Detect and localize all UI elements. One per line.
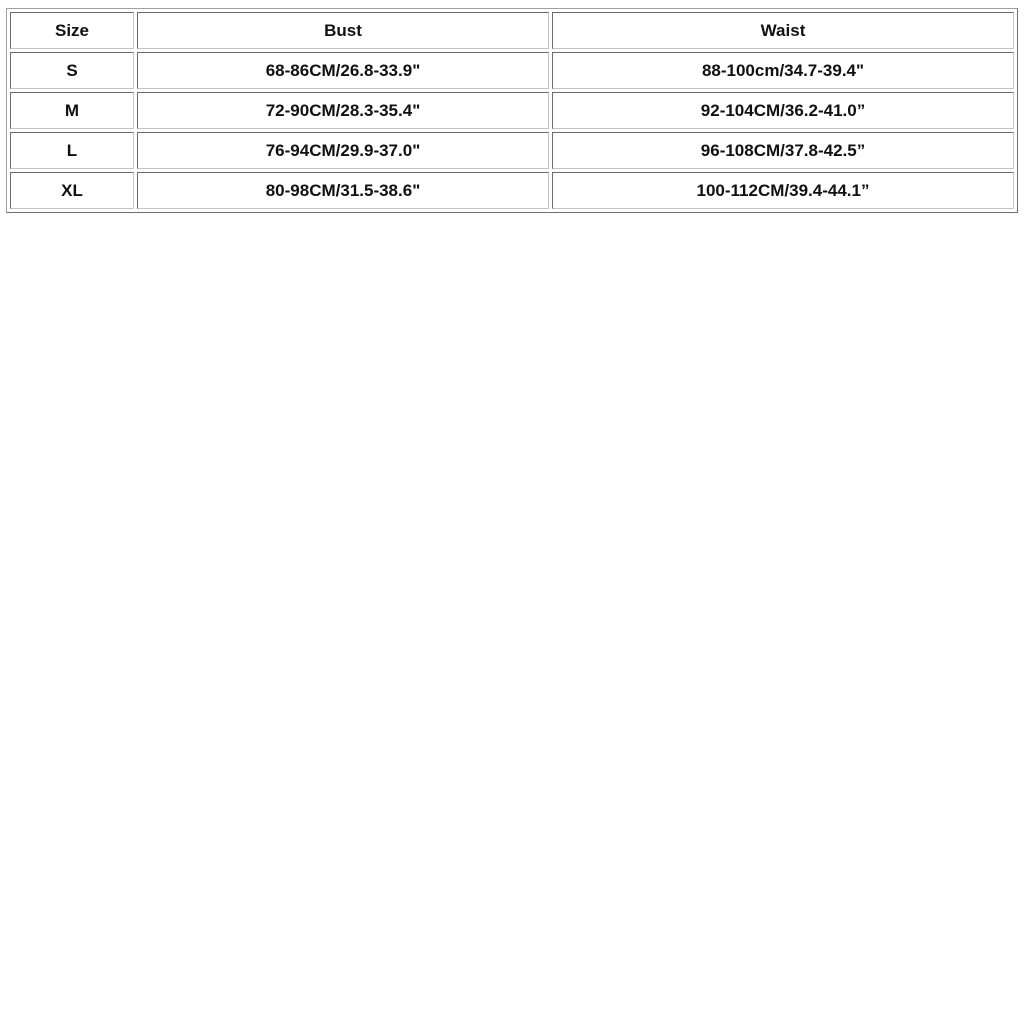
size-cell: S — [10, 52, 134, 89]
size-chart-table — [6, 8, 1018, 213]
table-row — [10, 92, 1014, 129]
table-row — [10, 52, 1014, 89]
waist-cell: 92-104CM/36.2-41.0” — [552, 92, 1014, 129]
waist-cell: 100-112CM/39.4-44.1” — [552, 172, 1014, 209]
bust-cell: 68-86CM/26.8-33.9" — [137, 52, 549, 89]
table-header-row — [10, 12, 1014, 49]
size-cell: XL — [10, 172, 134, 209]
header-size: Size — [10, 12, 134, 49]
bust-cell: 80-98CM/31.5-38.6" — [137, 172, 549, 209]
table-row — [10, 172, 1014, 209]
size-cell: M — [10, 92, 134, 129]
waist-cell: 88-100cm/34.7-39.4" — [552, 52, 1014, 89]
size-cell: L — [10, 132, 134, 169]
bust-cell: 72-90CM/28.3-35.4" — [137, 92, 549, 129]
waist-cell: 96-108CM/37.8-42.5” — [552, 132, 1014, 169]
bust-cell: 76-94CM/29.9-37.0" — [137, 132, 549, 169]
header-bust: Bust — [137, 12, 549, 49]
header-waist: Waist — [552, 12, 1014, 49]
table-row — [10, 132, 1014, 169]
